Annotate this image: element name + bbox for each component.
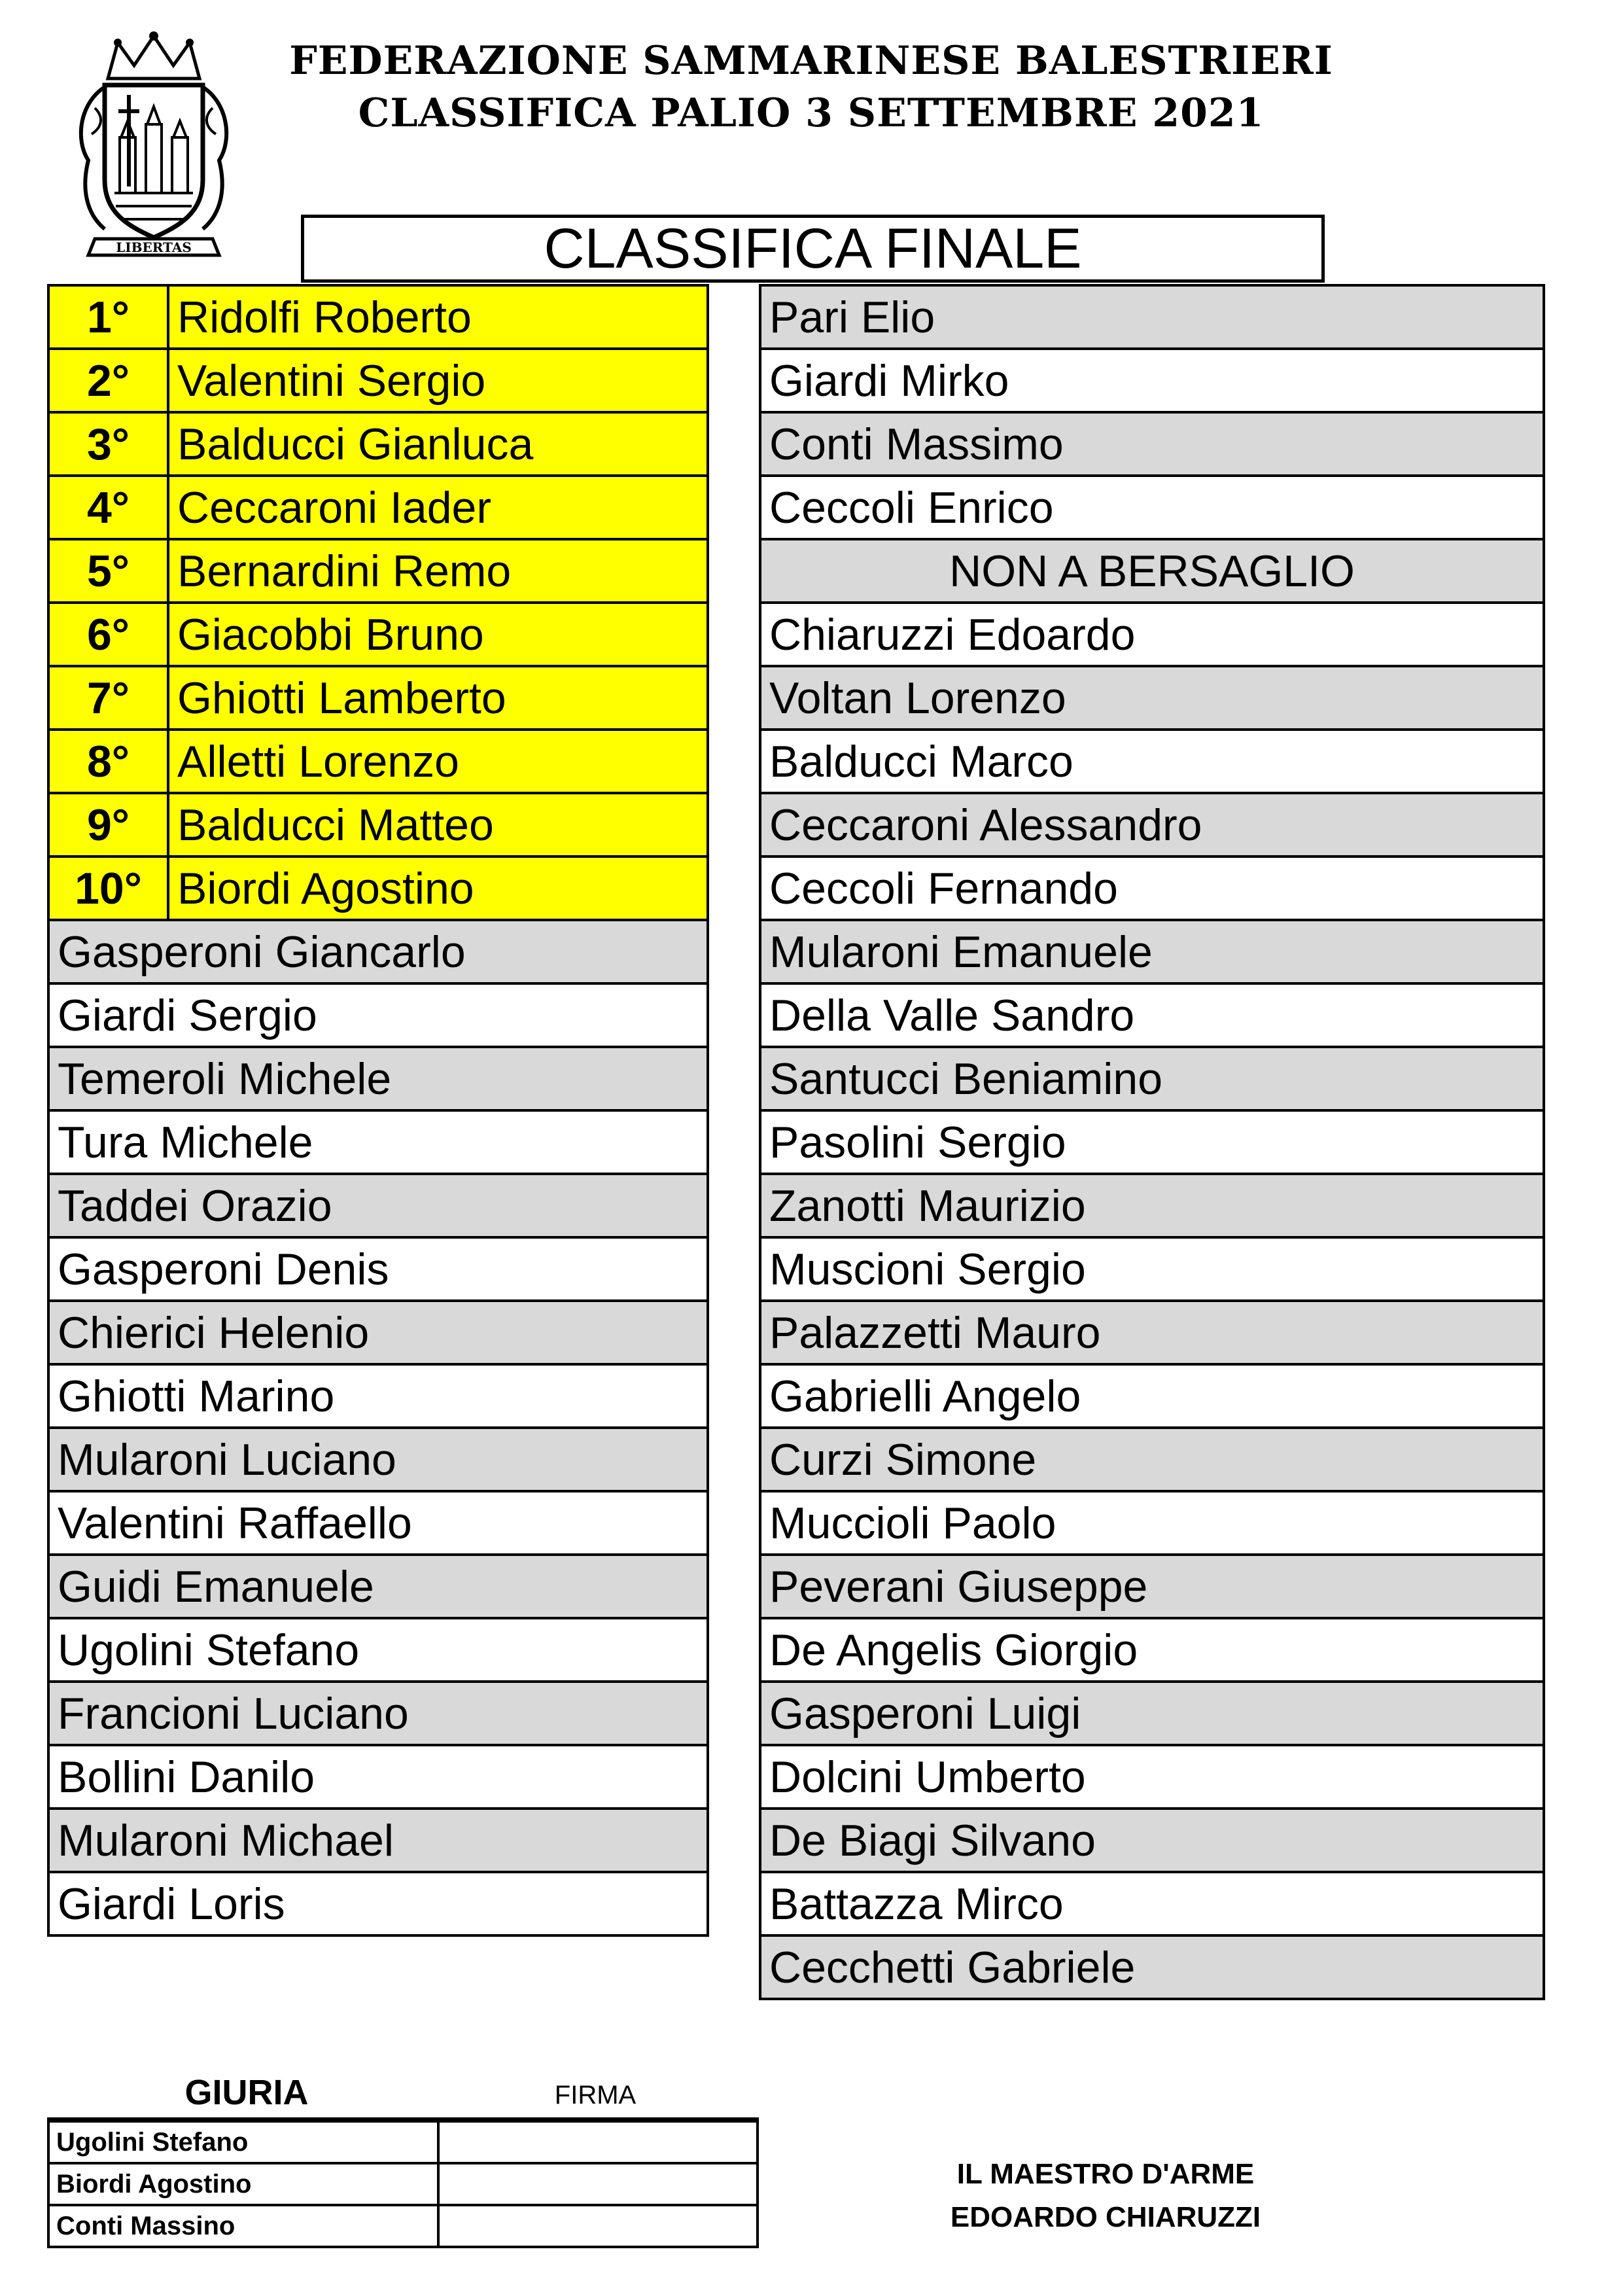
archer-name: Guidi Emanuele [48,1555,708,1618]
archer-name: Tura Michele [48,1110,708,1174]
ranking-row [760,412,1544,476]
ranking-row [48,1428,708,1491]
archer-name: Ceccoli Fernando [760,857,1544,920]
ranking-row [48,476,708,539]
ranking-row [48,793,708,857]
final-ranking-title: CLASSIFICA FINALE [301,215,1325,283]
jury-member-name: Ugolini Stefano [48,2121,438,2163]
archer-name: Cecchetti Gabriele [760,1935,1544,1999]
ranking-row [760,857,1544,920]
ranking-row [760,1872,1544,1935]
archer-name: Muscioni Sergio [760,1237,1544,1301]
rank-cell: 8° [48,730,168,793]
archer-name: Gasperoni Giancarlo [48,920,708,983]
ranking-row [760,1428,1544,1491]
jury-row [48,2121,758,2163]
rank-cell: 2° [48,349,168,412]
archer-name: Della Valle Sandro [760,983,1544,1047]
ranking-row [760,603,1544,666]
archer-name: Balducci Marco [760,730,1544,793]
rank-cell: 1° [48,285,168,349]
ranking-row [48,857,708,920]
ranking-row [760,1174,1544,1237]
archer-name: Conti Massimo [760,412,1544,476]
archer-name: Dolcini Umberto [760,1745,1544,1809]
rank-cell: 10° [48,857,168,920]
rank-cell: 6° [48,603,168,666]
archer-name: Giardi Loris [48,1872,708,1935]
archer-name: Palazzetti Mauro [760,1301,1544,1364]
ranking-row [760,983,1544,1047]
archer-name: Peverani Giuseppe [760,1555,1544,1618]
jury-heading: GIURIA [184,2073,309,2112]
ranking-row [760,476,1544,539]
ranking-row [48,1301,708,1364]
ranking-row [48,349,708,412]
rank-cell: 5° [48,539,168,603]
archer-name: Ridolfi Roberto [168,285,708,349]
jury-member-name: Biordi Agostino [48,2163,438,2205]
archer-name: Alletti Lorenzo [168,730,708,793]
jury-table [47,2120,759,2248]
jury-row [48,2205,758,2247]
ranking-row [48,730,708,793]
archer-name: Battazza Mirco [760,1872,1544,1935]
archer-name: De Biagi Silvano [760,1809,1544,1872]
archer-name: Chiaruzzi Edoardo [760,603,1544,666]
signature-heading: FIRMA [554,2081,637,2110]
archer-name: Giardi Mirko [760,349,1544,412]
archer-name: Balducci Matteo [168,793,708,857]
ranking-row [48,1047,708,1110]
ranking-row [760,793,1544,857]
signature-field[interactable] [438,2163,758,2205]
archer-name: Valentini Sergio [168,349,708,412]
signature-field[interactable] [438,2205,758,2247]
ranking-row [48,1809,708,1872]
archer-name: Ghiotti Marino [48,1364,708,1428]
ranking-row [760,1809,1544,1872]
ranking-row [760,1935,1544,1999]
ranking-row [760,1682,1544,1745]
archer-name: Valentini Raffaello [48,1491,708,1555]
maestro-role: IL MAESTRO D'ARME [956,2158,1255,2190]
ranking-row [760,285,1544,349]
ranking-row [48,1110,708,1174]
archer-name: Mularoni Luciano [48,1428,708,1491]
ranking-row [760,1555,1544,1618]
rank-cell: 4° [48,476,168,539]
right-ranking-table [759,284,1545,2000]
ranking-row [48,983,708,1047]
ranking-row [48,1364,708,1428]
archer-name: Ghiotti Lamberto [168,666,708,730]
archer-name: Biordi Agostino [168,857,708,920]
jury-row [48,2163,758,2205]
archer-name: Francioni Luciano [48,1682,708,1745]
off-target-section-header: NON A BERSAGLIO [760,539,1544,603]
archer-name: Ugolini Stefano [48,1618,708,1682]
ranking-row [48,285,708,349]
ranking-row [48,1174,708,1237]
archer-name: Voltan Lorenzo [760,666,1544,730]
rank-cell: 9° [48,793,168,857]
ranking-row [760,1364,1544,1428]
ranking-row [760,1237,1544,1301]
archer-name: Giacobbi Bruno [168,603,708,666]
archer-name: Ceccaroni Alessandro [760,793,1544,857]
archer-name: Bollini Danilo [48,1745,708,1809]
archer-name: Chierici Helenio [48,1301,708,1364]
archer-name: Ceccaroni Iader [168,476,708,539]
ranking-row [760,1110,1544,1174]
ranking-row [760,920,1544,983]
ranking-row [48,1872,708,1935]
archer-name: Mularoni Emanuele [760,920,1544,983]
archer-name: Santucci Beniamino [760,1047,1544,1110]
archer-name: Muccioli Paolo [760,1491,1544,1555]
svg-text:LIBERTAS: LIBERTAS [116,239,192,255]
rank-cell: 3° [48,412,168,476]
archer-name: Curzi Simone [760,1428,1544,1491]
san-marino-crest-icon [69,29,239,272]
archer-name: Pari Elio [760,285,1544,349]
maestro-signature-block [765,2153,1446,2239]
ranking-row [48,1682,708,1745]
ranking-row [48,666,708,730]
archer-name: Pasolini Sergio [760,1110,1544,1174]
ranking-row [48,1555,708,1618]
ranking-row [48,1491,708,1555]
jury-member-name: Conti Massino [48,2205,438,2247]
ranking-row [760,1491,1544,1555]
federation-title: FEDERAZIONE SAMMARINESE BALESTRIERI [289,38,1333,84]
maestro-name: EDOARDO CHIARUZZI [950,2201,1261,2233]
archer-name: Zanotti Maurizio [760,1174,1544,1237]
ranking-row [48,1618,708,1682]
ranking-row [48,603,708,666]
ranking-row [48,1237,708,1301]
ranking-row [760,1047,1544,1110]
archer-name: Giardi Sergio [48,983,708,1047]
archer-name: Gasperoni Luigi [760,1682,1544,1745]
ranking-row [760,730,1544,793]
archer-name: Mularoni Michael [48,1809,708,1872]
archer-name: Gasperoni Denis [48,1237,708,1301]
archer-name: Balducci Gianluca [168,412,708,476]
ranking-row [760,1745,1544,1809]
left-ranking-table [47,284,709,1937]
archer-name: Taddei Orazio [48,1174,708,1237]
ranking-row [760,349,1544,412]
ranking-row [760,539,1544,603]
ranking-row [48,412,708,476]
ranking-row [48,1745,708,1809]
archer-name: Gabrielli Angelo [760,1364,1544,1428]
archer-name: Bernardini Remo [168,539,708,603]
event-subtitle: CLASSIFICA PALIO 3 SETTEMBRE 2021 [358,90,1265,136]
rank-cell: 7° [48,666,168,730]
archer-name: De Angelis Giorgio [760,1618,1544,1682]
signature-field[interactable] [438,2121,758,2163]
archer-name: Ceccoli Enrico [760,476,1544,539]
ranking-row [760,1301,1544,1364]
archer-name: Temeroli Michele [48,1047,708,1110]
ranking-row [760,1618,1544,1682]
ranking-row [760,666,1544,730]
ranking-row [48,920,708,983]
ranking-row [48,539,708,603]
